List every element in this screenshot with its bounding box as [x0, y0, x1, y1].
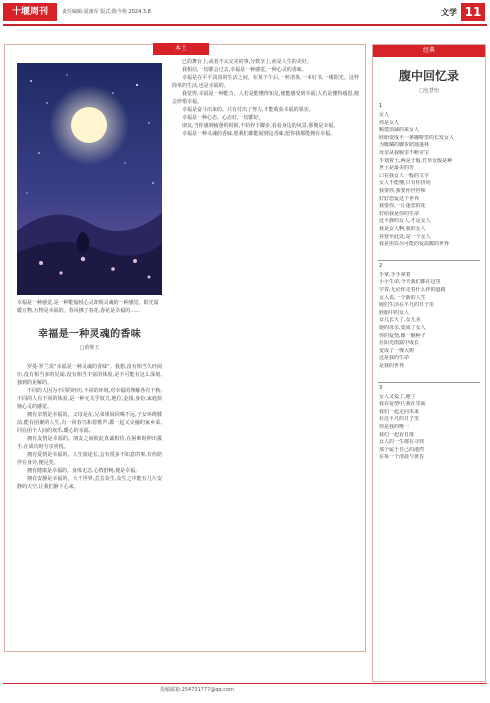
- poem-tag: 经典: [373, 45, 485, 57]
- body-paragraph: 幸福是一种灵魂的香味,愿我们都能闻到这香味,愿你我都能拥有幸福。: [182, 131, 336, 137]
- poem-line: 我们一起看日落: [379, 431, 415, 438]
- body-paragraph: 我相信,一切都会过去,幸福是一种感觉,一种心灵的香味。: [182, 67, 307, 73]
- poem-line: 女人: [379, 112, 390, 118]
- poem-article: [372, 44, 486, 682]
- hero-illustration: [17, 63, 162, 295]
- poem-title: 腹中回忆录: [398, 69, 459, 83]
- poem-line: 你是我的唯一: [379, 423, 410, 430]
- poem-line: 胚胎中的女人: [379, 309, 410, 316]
- night-sky-illustration: [17, 63, 162, 295]
- poem-line: 学着,无论你走着什么样的道路: [379, 286, 446, 293]
- poem-line: 母亲从我腹里不断舍宝: [379, 149, 430, 156]
- poem-line: 在每一个清晨与黄昏: [379, 454, 425, 461]
- poem-line: 好好恋爱这个世界: [379, 195, 420, 202]
- poem-line: 女人又爱了,她了: [379, 393, 416, 400]
- poem-line: 我是用以尽可能的爱温暖的世界: [379, 241, 450, 248]
- poem-line: 春寒至此处,是一个女人: [379, 233, 431, 240]
- page-number: 11: [461, 3, 485, 21]
- poem-author: □包慧怡: [419, 88, 439, 94]
- poem-line: 你是女人: [379, 119, 400, 126]
- body-paragraph: 不同的人因为不同的经历,不同的环境,对幸福的理解各有千秋;不同的人有不同的体验,是一种无关乎权力,地位,金钱,身份,家庭烦恼心灵的感觉。: [17, 388, 162, 410]
- poem-line: 手掌,手手掌着: [379, 271, 411, 278]
- poem-line: 她们生活在平凡的日子里: [379, 302, 435, 309]
- poem-line: 小小生命,今天我们都在这里: [379, 279, 441, 286]
- poem-line: 女人不能懂,只有你挤向: [379, 180, 431, 187]
- body-paragraph: 我觉得,幸福是一种能力。人若是能懂得知足,便能感受到幸福;人若是懂得感恩,便会珍惜幸福。: [172, 91, 359, 105]
- body-paragraph: 拥有健康是幸福的。身体无恙,心情舒畅,便是幸福。: [27, 468, 141, 474]
- poem-line: 在阳光雨露中成长: [379, 340, 420, 347]
- poem-line: 我要你,一片迷恋的花: [379, 203, 426, 210]
- article-title: 幸福是一种灵魂的香味: [38, 329, 141, 340]
- poem-line: 为暖橘的脚步陪蒲蓬林: [379, 142, 430, 149]
- poem-line: 世土是最美的苦: [379, 165, 415, 172]
- body-paragraph: 朋友,当你感到疲惫的时候,不妨停下脚步,看看身边的风景,那便是幸福。: [182, 123, 339, 129]
- article-tag: 本土: [153, 43, 209, 55]
- section-name: 文学: [441, 8, 457, 17]
- bottom-rule: [3, 683, 487, 684]
- poem-line: 女人的一生都在寻找: [379, 439, 425, 446]
- poem-line: 你的爱情,像一颗种子: [379, 332, 426, 339]
- submission-email: 投稿邮箱:254731777@qq.com: [160, 687, 234, 693]
- poem-stanza: [379, 272, 479, 371]
- body-paragraph: 幸福是在平平淡淡的生活之间。在某个午后,一杯清茶,一本好书,一缕阳光。这样简单的生活,也是幸福的。: [172, 75, 359, 89]
- editor-meta: 责任编辑:夏康军 版式:陈今艳 2024.3.8: [62, 9, 151, 15]
- poem-line: 这平静的女人,才是女人: [379, 218, 431, 225]
- poem-line: 是我的世界: [379, 362, 405, 369]
- poem-stanza: [379, 112, 479, 249]
- poem-line: 手划着土,两是于般,竹草女般是种: [379, 157, 453, 164]
- body-paragraph: 幸福是一种心态。心态好,一切都好。: [182, 115, 264, 121]
- poem-line: 在这平凡的日子里: [379, 416, 420, 423]
- poem-section-number: 1: [379, 103, 383, 109]
- body-paragraph: 拥有亲情是幸福的。父母是在,兄弟姐妹同喝不远,子女环绕膝前,能有团聚的人生,有一回春鸟和着歌声,都一起又交融的家乡菜,同在团个人间的欢乐,暖心的幸福。: [17, 412, 162, 434]
- header-rule: [3, 24, 487, 26]
- poem-line: 女人说,一个新的人生: [379, 294, 426, 301]
- poem-section-rule: [378, 382, 480, 383]
- poem-line: 女儿长大了,女儿美: [379, 317, 421, 324]
- poem-line: 她的母亲,变成了女人: [379, 324, 426, 331]
- poem-section-number: 3: [379, 384, 383, 391]
- body-paragraph: 拥有爱情是幸福的。人生旅途长,会有很多不如意的事,有你陪伴在身旁,便足矣。: [17, 452, 162, 466]
- poem-section-number: 2: [379, 262, 383, 269]
- poem-line: 我们一起走向未来: [379, 408, 420, 415]
- pull-quote: 幸福是一种感觉,是一种能愉悦心灵却脱灵魂的一种感觉。阳光温暖万物,万物是幸福的。春风拂了春花,春花是幸福的……: [17, 300, 159, 314]
- poem-line: 我在爱情中,我在里面: [379, 401, 426, 408]
- body-paragraph: 拥有友情是幸福的。朋友之间彼此真诚相待,在困难时伸出援手,在成功时分享喜悦。: [17, 436, 162, 450]
- poem-line: 赐建消减的来女人: [379, 127, 420, 134]
- poem-line: 胚胎变成平一条咖啡里的长发女人: [379, 134, 455, 141]
- poem-line: 这是我的生命: [379, 355, 410, 362]
- body-paragraph: 幸福是奋斗出来的。只有付出了努力,才能收获幸福的果实。: [182, 107, 314, 113]
- body-paragraph: 已的舞台上,或者不太完美的事,分数享上,而是人生的美好。: [182, 59, 312, 65]
- body-column-1: [17, 363, 162, 703]
- poem-line: 那个属于自己的港湾: [379, 446, 425, 453]
- poem-section-rule: [378, 260, 480, 261]
- poem-line: 我要你,我要你世世和: [379, 187, 426, 194]
- masthead: 十堰周刊: [3, 3, 57, 21]
- body-paragraph: 罗曼·罗兰说“幸福是一种灵魂的香味”。我想,没有相当久经阅历,没有相当多的见闻,没有相当丰富的体验,是不可能有这么深刻,独到的见解的。: [17, 364, 162, 386]
- body-column-2: [172, 58, 359, 702]
- poem-stanza: [379, 394, 479, 462]
- poem-line: 我是女人啊,我的女人: [379, 225, 426, 232]
- body-paragraph: 拥有安静是幸福的。大千世界,芸芸众生,众生之中能有几片安静的天空,让我们静下心来。: [17, 476, 162, 490]
- article-author: □黄继玉: [79, 345, 100, 351]
- footer: [4, 660, 366, 669]
- page-header: [0, 0, 490, 30]
- poem-line: 变成了一棵大树: [379, 347, 415, 354]
- poem-line: 口在我女人一般的文字: [379, 172, 430, 179]
- poem-line: 好给我是你的生命: [379, 210, 420, 217]
